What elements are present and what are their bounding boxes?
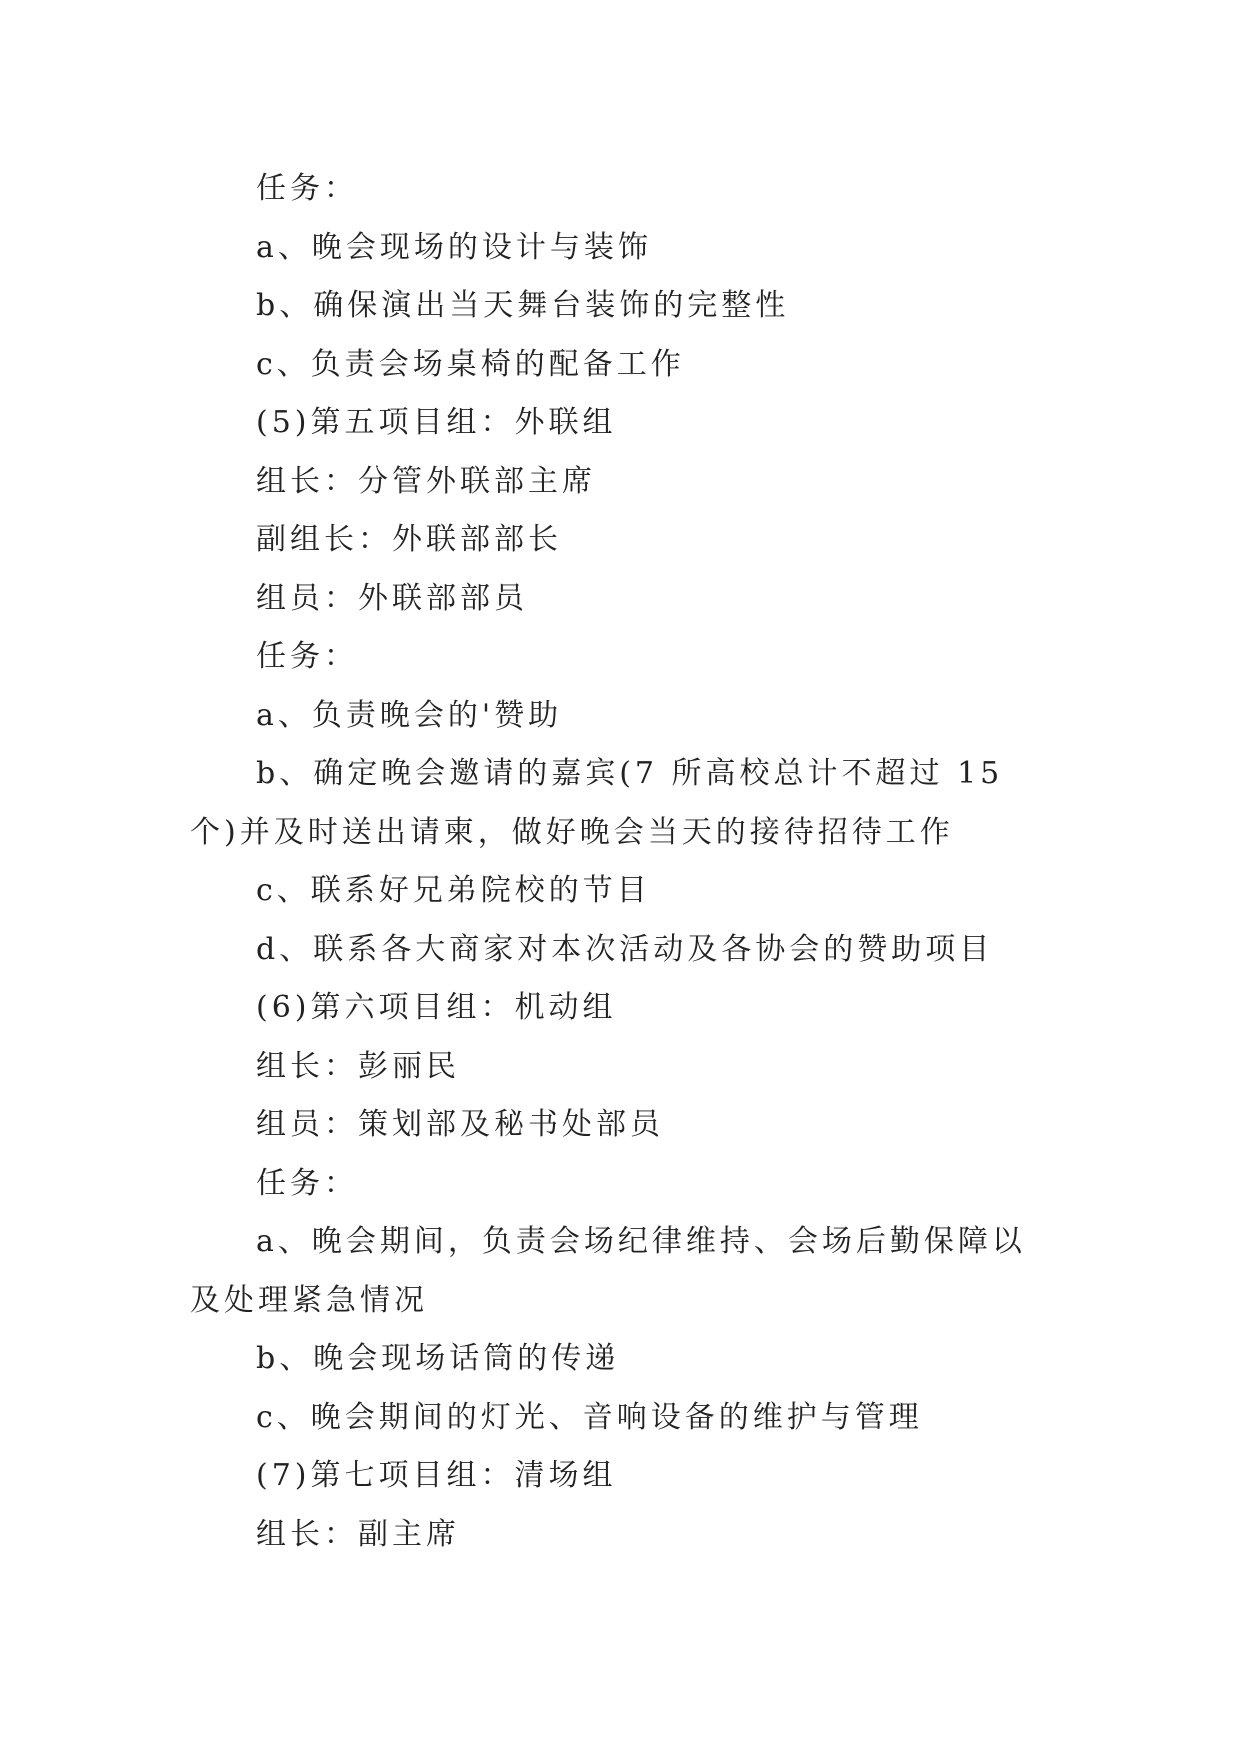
paragraph: 组长：分管外联部主席: [256, 463, 596, 499]
paragraph: 任务：: [256, 1165, 358, 1201]
paragraph: (5)第五项目组：外联组: [256, 405, 617, 440]
paragraph: d、联系各大商家对本次活动及各协会的赞助项目: [256, 931, 994, 967]
paragraph: c、晚会期间的灯光、音响设备的维护与管理: [256, 1399, 923, 1435]
paragraph: 组员：策划部及秘书处部员: [256, 1107, 664, 1142]
paragraph: b、晚会现场话筒的传递: [256, 1341, 620, 1376]
paragraph: 组员：外联部部员: [256, 580, 528, 616]
paragraph: c、联系好兄弟院校的节目: [256, 873, 651, 908]
paragraph: 任务：: [256, 639, 358, 674]
paragraph: 组长：彭丽民: [256, 1048, 460, 1084]
paragraph: (6)第六项目组：机动组: [256, 990, 617, 1025]
paragraph: b、确保演出当天舞台装饰的完整性: [256, 288, 790, 323]
document-body: [190, 160, 1050, 1564]
paragraph: 组长：副主席: [256, 1516, 460, 1552]
paragraph: c、负责会场桌椅的配备工作: [256, 346, 685, 382]
paragraph: a、负责晚会的'赞助: [256, 697, 563, 733]
paragraph: 副组长：外联部部长: [256, 522, 562, 557]
paragraph: a、晚会期间，负责会场纪律维持、会场后勤保障以及处理紧急情况: [190, 1224, 1026, 1318]
paragraph: 任务：: [256, 171, 358, 206]
paragraph: a、晚会现场的设计与装饰: [256, 229, 652, 265]
paragraph: (7)第七项目组：清场组: [256, 1458, 617, 1493]
paragraph: b、确定晚会邀请的嘉宾(7 所高校总计不超过 15 个)并及时送出请柬，做好晚会当天的接待招待工作: [190, 756, 1004, 850]
